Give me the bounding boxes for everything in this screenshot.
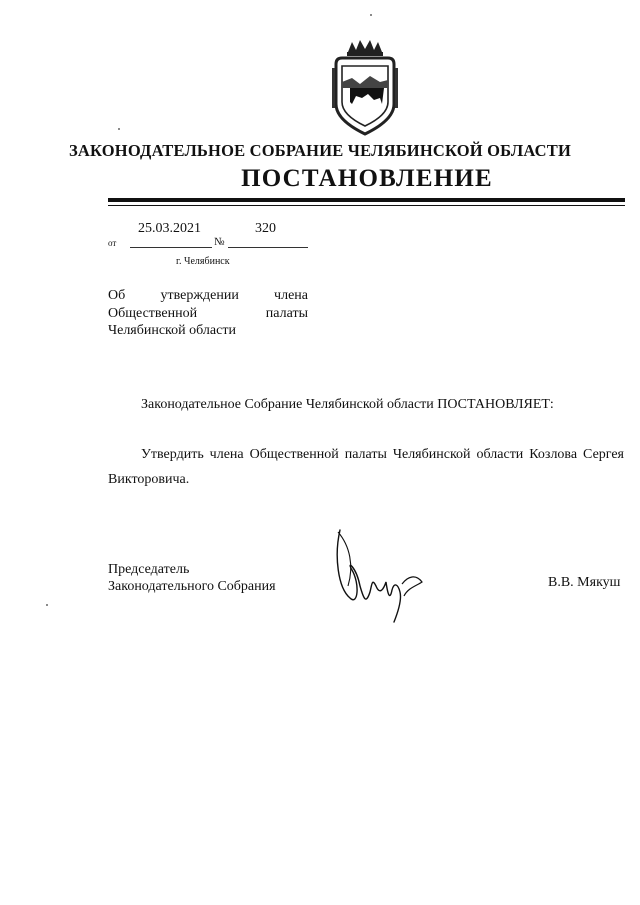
signer-name: В.В. Мякуш — [548, 575, 621, 590]
scan-speck — [118, 128, 120, 130]
header-rule-thin — [108, 205, 625, 206]
resolution-text-line1: Утвердить члена Общественной палаты Челябинской области Козлова Сергея — [141, 447, 624, 462]
city-label: г. Челябинск — [176, 256, 230, 267]
header-rule-thick — [108, 198, 625, 202]
decree-statement: Законодательное Собрание Челябинской области ПОСТАНОВЛЯЕТ: — [141, 397, 554, 412]
document-number: 320 — [255, 221, 276, 236]
document-subject: Об утверждении члена Общественной палаты Челябинской области — [108, 288, 308, 338]
date-underline — [130, 247, 212, 248]
signatory-title — [108, 561, 276, 595]
signatory-title-line2: Законодательного Собрания — [108, 579, 276, 594]
scan-speck — [46, 604, 48, 606]
number-label: № — [214, 236, 225, 248]
number-underline — [228, 247, 308, 248]
document-type-title: ПОСТАНОВЛЕНИЕ — [241, 165, 493, 192]
resolution-text-line2: Викторовича. — [108, 472, 190, 487]
handwritten-signature — [332, 526, 424, 626]
organization-name: ЗАКОНОДАТЕЛЬНОЕ СОБРАНИЕ ЧЕЛЯБИНСКОЙ ОБЛАСТИ — [68, 141, 572, 160]
scan-speck — [370, 14, 372, 16]
date-label: от — [108, 238, 117, 248]
document-date: 25.03.2021 — [138, 221, 201, 236]
coat-of-arms-emblem — [328, 38, 402, 138]
signatory-title-line1: Председатель — [108, 562, 190, 577]
